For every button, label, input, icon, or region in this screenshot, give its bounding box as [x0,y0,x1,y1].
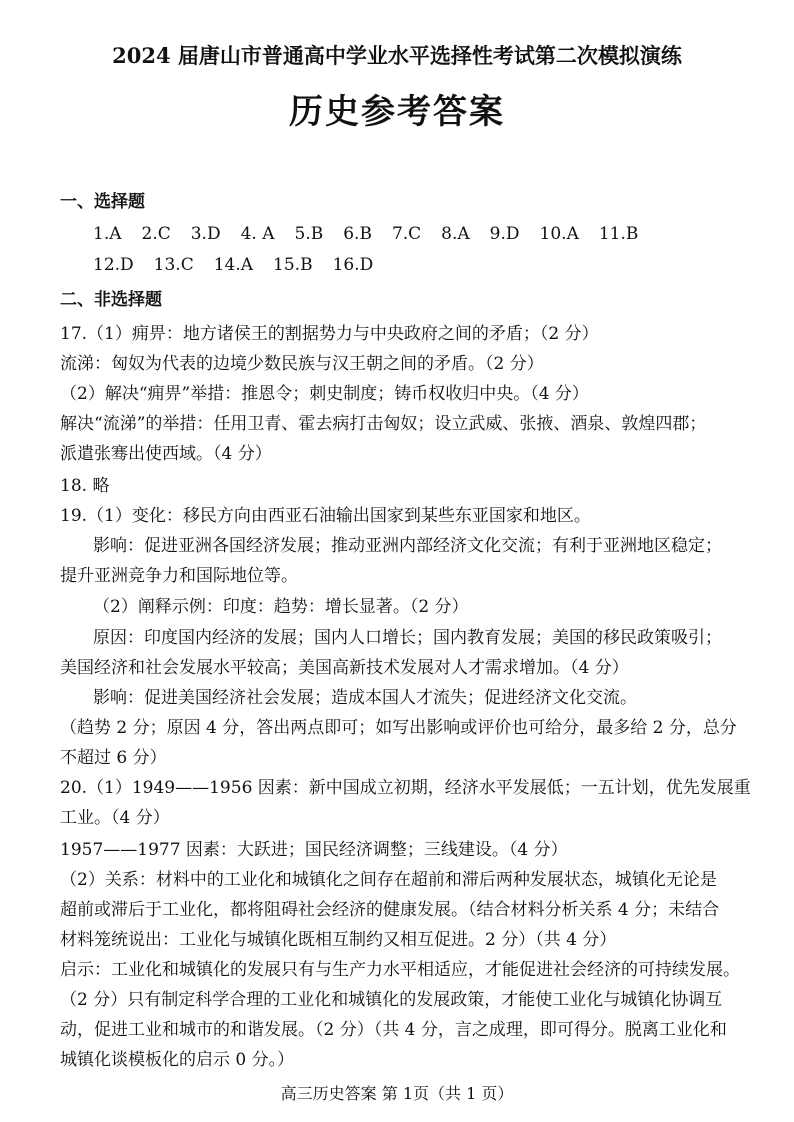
answer-line: 美国经济和社会发展水平较高；美国高新技术发展对人才需求增加。（4 分） [60,658,629,678]
answer-line: 动，促进工业和城市的和谐发展。（2 分）（共 4 分，言之成理，即可得分。脱离工业化和 [60,1020,727,1040]
answer-item: 11.B [598,224,639,244]
answer-item: 1.A [93,224,122,244]
answer-item: 7.C [391,224,422,244]
section-heading-choice: 一、选择题 [60,192,145,212]
answer-item: 6.B [343,224,372,244]
answer-item: 15.B [273,255,313,275]
answer-item: 13.C [153,255,194,275]
answer-row-2 [93,253,393,277]
answer-row-1 [93,222,658,246]
answer-item: 10.A [539,224,579,244]
section-heading-nonchoice: 二、非选择题 [60,290,162,310]
answer-line: （2）解决“痈畀”举措：推恩令；刺史制度；铸币权收归中央。（4 分） [60,384,589,404]
answer-line: （2 分）只有制定科学合理的工业化和城镇化的发展政策，才能使工业化与城镇化协调互 [60,990,723,1010]
answer-line: 影响：促进亚洲各国经济发展；推动亚洲内部经济文化交流；有利于亚洲地区稳定； [93,536,722,556]
answer-line: 工业。（4 分） [60,808,170,828]
answer-line: 19.（1）变化：移民方向由西亚石油输出国家到某些东亚国家和地区。 [60,506,591,526]
exam-title: 2024 届唐山市普通高中学业水平选择性考试第二次模拟演练 [112,43,682,68]
answer-line: 超前或滞后于工业化，都将阻碍社会经济的健康发展。（结合材料分析关系 4 分；未结合 [60,900,720,920]
answer-line: 城镇化谈模板化的启示 0 分。） [60,1050,295,1070]
answer-line: （趋势 2 分；原因 4 分，答出两点即可；如写出影响或评价也可给分，最多给 2 分，总分 [60,718,737,738]
page-footer: 高三历史答案 第 1页（共 1 页） [280,1084,514,1103]
answer-item: 16.D [332,255,374,275]
answer-item: 2.C [141,224,171,244]
answer-line: 材料笼统说出：工业化与城镇化既相互制约又相互促进。2 分）（共 4 分） [60,930,617,950]
answer-line: （2）关系：材料中的工业化和城镇化之间存在超前和滞后两种发展状态，城镇化无论是 [60,870,717,890]
answer-item: 14.A [213,255,254,275]
answer-line: （2）阐释示例：印度：趋势：增长显著。（2 分） [93,597,469,617]
answer-line: 派遣张骞出使西域。（4 分） [60,444,272,464]
answer-line: 流涕：匈奴为代表的边境少数民族与汉王朝之间的矛盾。（2 分） [60,354,544,374]
answer-line: 影响：促进美国经济社会发展；造成本国人才流失；促进经济文化交流。 [93,688,637,708]
answer-line: 原因：印度国内经济的发展；国内人口增长；国内教育发展；美国的移民政策吸引； [93,628,722,648]
answer-line: 解决“流涕”的举措：任用卫青、霍去病打击匈奴；设立武威、张掖、酒泉、敦煌四郡； [60,414,707,434]
answer-item: 12.D [93,255,134,275]
answer-line: 启示：工业化和城镇化的发展只有与生产力水平相适应，才能促进社会经济的可持续发展。 [60,960,740,980]
answer-item: 4. A [240,224,275,244]
answer-line: 提升亚洲竞争力和国际地位等。 [60,566,298,586]
answer-line: 20.（1）1949——1956 因素：新中国成立初期，经济水平发展低；一五计划，优先发展重 [60,778,751,798]
answer-item: 3.D [190,224,221,244]
answer-line: 18. 略 [60,476,110,496]
answer-line: 1957——1977 因素：大跃进；国民经济调整；三线建设。（4 分） [60,840,568,860]
answer-line: 不超过 6 分） [60,748,167,768]
document-title: 历史参考答案 [289,92,505,132]
answer-item: 9.D [489,224,520,244]
answer-line: 17.（1）痈畀：地方诸侯王的割据势力与中央政府之间的矛盾；（2 分） [60,324,599,344]
answer-item: 5.B [294,224,324,244]
answer-item: 8.A [441,224,470,244]
